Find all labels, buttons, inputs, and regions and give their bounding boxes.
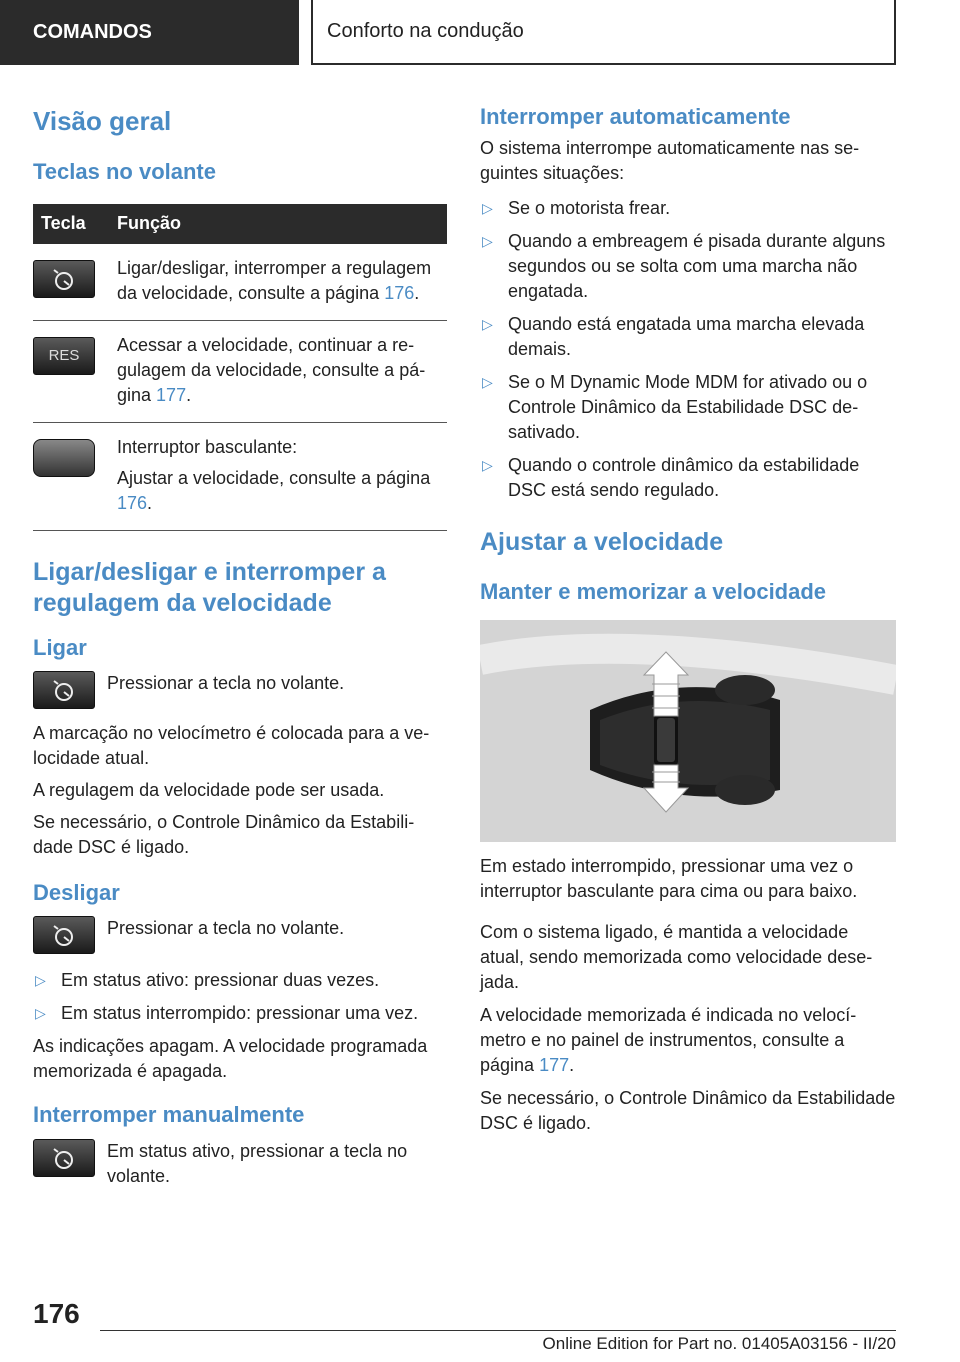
table-row (33, 321, 447, 423)
heading-off: Desligar (33, 879, 120, 905)
rocker-switch-icon (33, 439, 95, 477)
footer-divider (100, 1330, 896, 1331)
right-column (480, 100, 896, 1136)
row-text: Ligar/desligar, interromper a regulagem da velocidade, consulte a página 176. (117, 257, 432, 303)
off-instruction: Pressionar a tecla no volante. (107, 918, 345, 939)
adjust-paragraph-4: Se necessário, o Controle Dinâmico da Estabilidade DSC é ligado. (480, 1087, 896, 1133)
cruise-control-icon (33, 260, 95, 298)
triangle-bullet-icon: ▷ (482, 233, 493, 250)
on-instruction: Pressionar a tecla no volante. (107, 672, 345, 693)
triangle-bullet-icon: ▷ (482, 374, 493, 391)
heading-adjust: Ajustar a velocidade (480, 528, 724, 557)
page-link[interactable]: 176 (117, 492, 148, 513)
steering-wheel-illustration (480, 620, 896, 842)
chapter-title: Conforto na condução (327, 20, 524, 42)
list-item: ▷ Em status ativo: pressionar duas vezes. (33, 968, 447, 993)
page-link[interactable]: 177 (539, 1054, 570, 1075)
list-item: ▷ Quando o controle dinâmico da estabilidade DSC está sendo regulado. (482, 455, 860, 501)
cruise-control-icon (33, 1139, 95, 1177)
on-paragraph-3: Se necessário, o Controle Dinâmico da Estabilidade DSC é ligado. (33, 811, 415, 857)
manual-instruction: Em status ativo, pressionar a tecla no volante. (107, 1140, 408, 1186)
keys-table (33, 204, 447, 531)
edition-note: Online Edition for Part no. 01405A03156 - II/20 (542, 1334, 896, 1353)
triangle-bullet-icon: ▷ (482, 200, 493, 217)
table-header (33, 204, 447, 244)
cruise-control-icon (33, 671, 95, 709)
auto-intro: O sistema interrompe automaticamente nas seguintes situações: (480, 138, 860, 184)
page-link[interactable]: 176 (384, 282, 415, 303)
triangle-bullet-icon: ▷ (35, 1005, 46, 1022)
manual-instruction-row (33, 1139, 447, 1189)
on-instruction-row (33, 671, 447, 709)
heading-overview: Visão geral (33, 106, 172, 136)
off-instruction-row (33, 916, 447, 954)
res-icon: RES (33, 337, 95, 375)
heading-on: Ligar (33, 634, 87, 660)
heading-toggle: Ligar/desligar e interromper a regulagem da velocidade (33, 557, 386, 617)
off-list (33, 968, 447, 1026)
row-text: Ajustar a velocidade, consulte a página 176. (117, 467, 431, 513)
list-item: ▷ Se o motorista frear. (480, 196, 896, 221)
row-text: Interruptor basculante: (117, 436, 298, 457)
left-column (33, 100, 447, 1189)
on-paragraph-1: A marcação no velocímetro é colocada para a velocidade atual. (33, 722, 430, 768)
triangle-bullet-icon: ▷ (35, 972, 46, 989)
adjust-paragraph-1: Em estado interrompido, pressionar uma vez o interruptor basculante para cima ou para baixo. (480, 855, 858, 901)
heading-auto: Interromper automaticamente (480, 104, 791, 129)
heading-keep: Manter e memorizar a velocidade (480, 579, 827, 605)
section-title: COMANDOS (33, 21, 152, 43)
table-header-function: Função (117, 213, 182, 234)
heading-manual: Interromper manualmente (33, 1102, 305, 1128)
auto-list (480, 196, 896, 503)
page-link[interactable]: 177 (156, 384, 187, 405)
cruise-control-icon (33, 916, 95, 954)
table-header-key: Tecla (41, 213, 86, 234)
adjust-paragraph-3: A velocidade memorizada é indicada no velocímetro e no painel de instrumentos, consulte a página 177. (480, 1004, 857, 1075)
chapter-tab (311, 0, 896, 65)
triangle-bullet-icon: ▷ (482, 316, 493, 333)
list-item: ▷ Se o M Dynamic Mode MDM for ativado ou o Controle Dinâmico da Estabilidade DSC desativado. (482, 372, 868, 443)
list-item: ▷ Em status interrompido: pressionar uma vez. (33, 1001, 447, 1026)
list-item: ▷ Quando está engatada uma marcha elevada demais. (482, 314, 865, 360)
table-row (33, 423, 447, 531)
steering-wheel-rocker-image (480, 620, 896, 842)
page-number: 176 (33, 1298, 80, 1329)
on-paragraph-2: A regulagem da velocidade pode ser usada. (33, 779, 385, 800)
row-text: Acessar a velocidade, continuar a regulagem da velocidade, consulte a página 177. (117, 334, 426, 405)
list-item: ▷ Quando a embreagem é pisada durante alguns segundos ou se solta com uma marcha não engatada. (482, 231, 886, 302)
section-tab (0, 0, 299, 65)
table-row (33, 244, 447, 321)
triangle-bullet-icon: ▷ (482, 457, 493, 474)
heading-keys: Teclas no volante (33, 159, 216, 185)
off-paragraph: As indicações apagam. A velocidade programada memorizada é apagada. (33, 1036, 428, 1082)
adjust-paragraph-2: Com o sistema ligado, é mantida a velocidade atual, sendo memorizada como velocidade desejada. (480, 921, 873, 992)
